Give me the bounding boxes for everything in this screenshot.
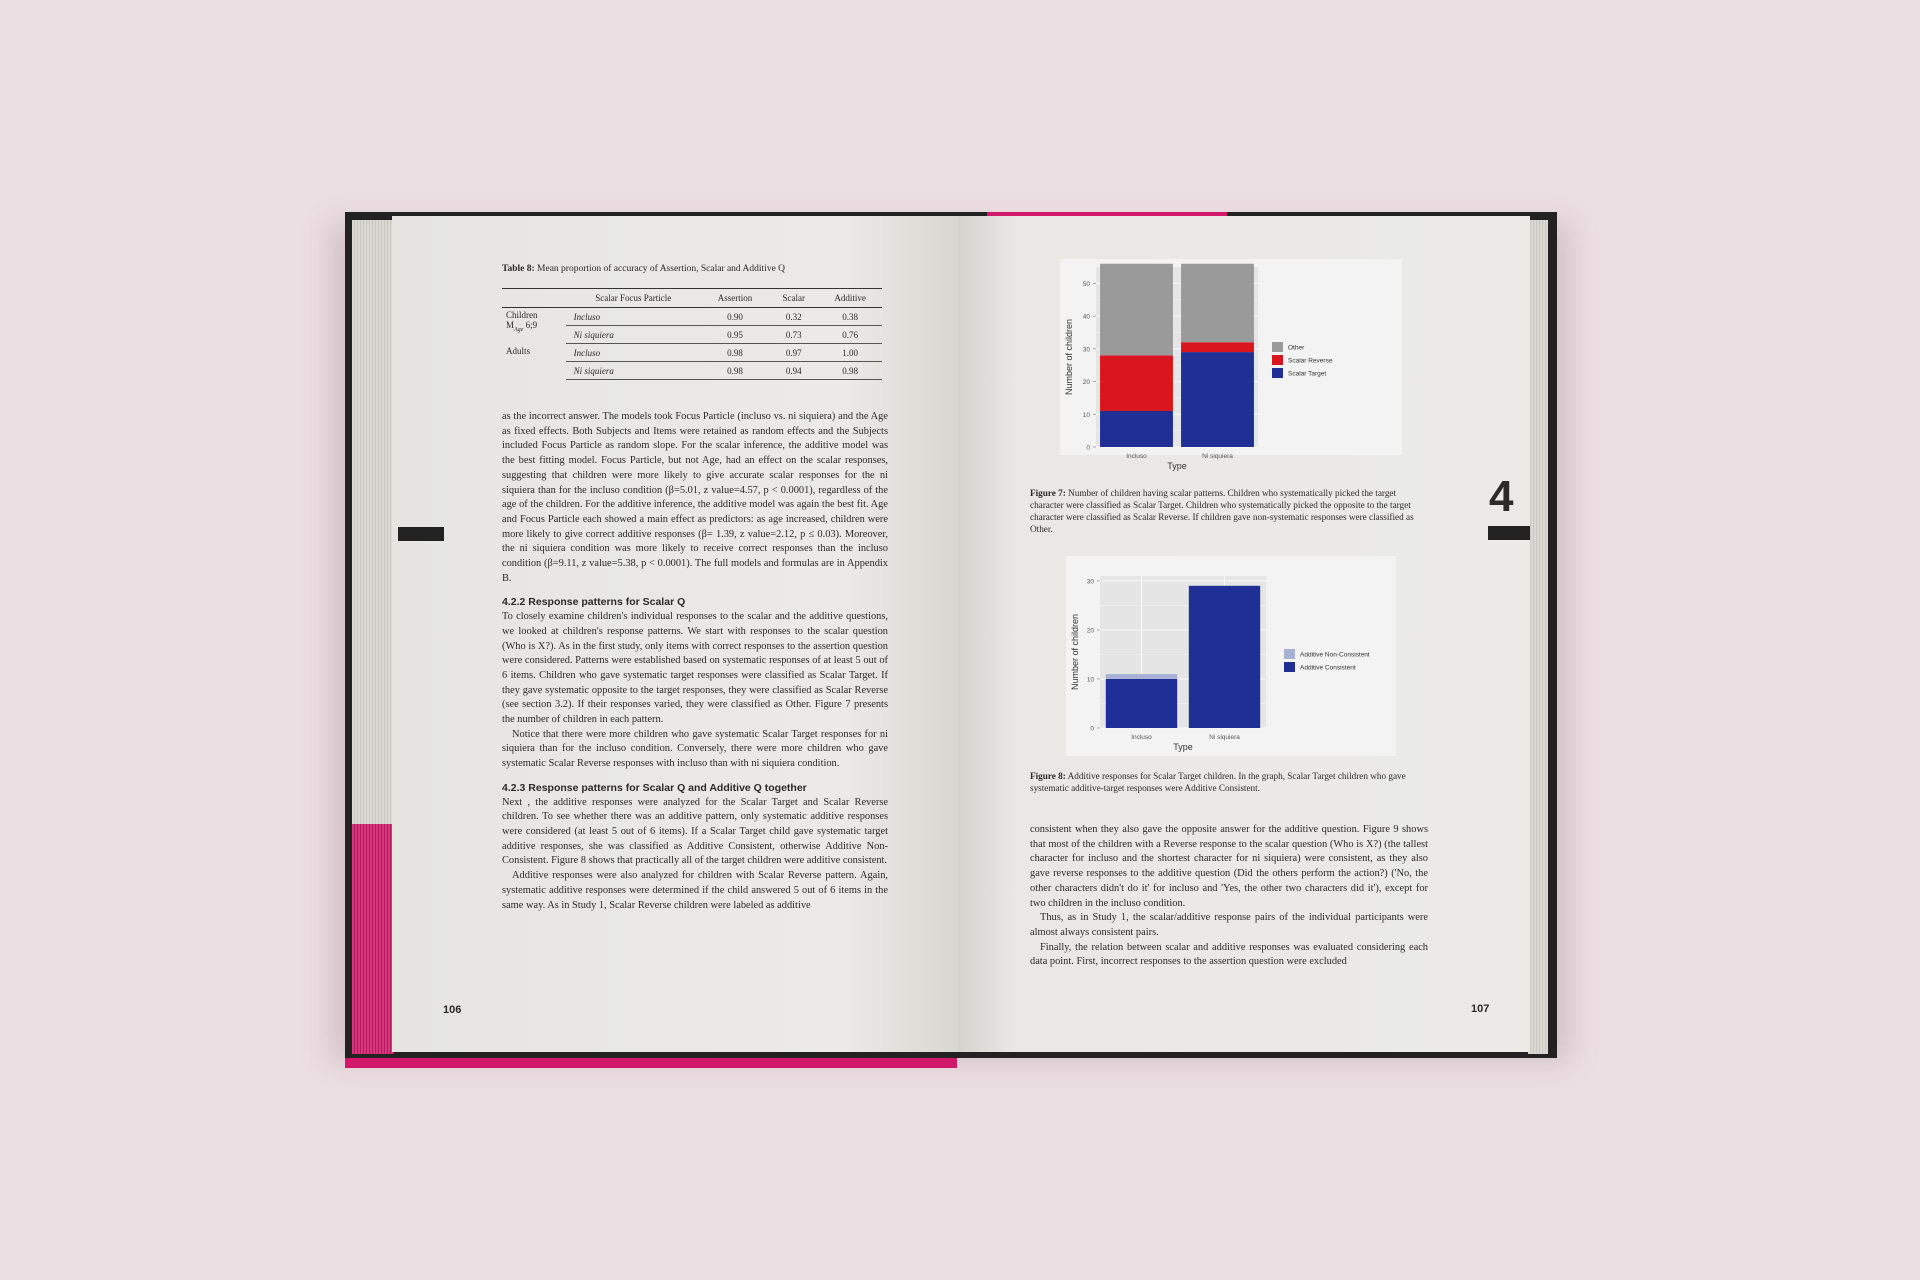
table-cell: Incluso — [566, 308, 701, 326]
bar-segment — [1181, 342, 1254, 352]
group-adults: Adults — [506, 345, 531, 356]
legend-swatch — [1272, 368, 1283, 378]
legend-swatch — [1272, 355, 1283, 365]
bar-segment — [1106, 674, 1177, 679]
chapter-number: 4 — [1489, 472, 1514, 521]
paragraph: Additive responses were also analyzed for children with Scalar Reverse pattern. Again, systematic additive responses were determined if the child answered 5 out of 6 items in the same way. As in Study 1, Scalar Reverse children were labeled as additive — [502, 870, 888, 911]
page-edges-left — [352, 220, 394, 1054]
x-axis-label: Type — [1173, 742, 1193, 752]
table-cell: Ni siquiera — [566, 362, 701, 380]
table-header-row — [502, 289, 882, 308]
x-tick-label: Ni siquiera — [1202, 453, 1233, 460]
table-cell: 0.98 — [701, 362, 769, 380]
y-axis-label: Number of children — [1070, 613, 1080, 691]
y-tick-label: 30 — [1086, 578, 1094, 586]
legend-swatch — [1284, 649, 1295, 659]
figure-8-caption: Figure 8: Additive responses for Scalar Target children. In the graph, Scalar Target children who gave systematic additive-target responses were Additive Consistent. — [1030, 771, 1406, 793]
table-cell: 0.90 — [701, 308, 769, 326]
legend-label: Scalar Reverse — [1288, 357, 1333, 365]
table-cell: Incluso — [566, 344, 701, 362]
paragraph: Notice that there were more children who gave systematic Scalar Target responses for ni siquiera than for the incluso condition. Conversely, there were more children who gave systematic Scalar Reverse responses with incluso than with ni siquiera condition. — [502, 728, 888, 770]
right-body-text — [1030, 823, 1428, 970]
figure-8 — [1066, 556, 1396, 756]
paragraph: Thus, as in Study 1, the scalar/additive response pairs of the individual participants were almost always consistent pairs. — [1030, 912, 1428, 938]
table-cell: 0.95 — [701, 326, 769, 344]
thumb-tab-marker — [1488, 526, 1530, 540]
x-tick-label: Ni siquiera — [1209, 734, 1240, 741]
figure-8-chart — [1066, 556, 1396, 756]
bar-segment — [1189, 586, 1260, 728]
legend-label: Additive Non-Consistent — [1300, 651, 1370, 659]
y-tick-label: 50 — [1082, 280, 1090, 288]
paragraph: To closely examine children's individual responses to the scalar and the additive questions, we looked at children's response patterns. We start with responses to the scalar question (Who is X?). As in the first study, only items with correct responses to the assertion question were considered. Patterns were established based on systematic responses of at least 5 out of 6 items. Children who gave systematic target responses were classified as Scalar Target. If they gave systematic opposite to the target responses, they were classified as Scalar Reverse (see section 3.2). If their responses varied, they were classified as Other. Figure 7 presents the number of children in each pattern. — [502, 611, 888, 726]
legend-label: Additive Consistent — [1300, 664, 1356, 672]
table-row — [502, 308, 882, 326]
bar-segment — [1181, 264, 1254, 343]
table-cell: 0.98 — [818, 362, 882, 380]
page-edges-accent — [352, 824, 394, 1054]
section-heading: 4.2.2 Response patterns for Scalar Q — [502, 596, 686, 609]
bar-segment — [1100, 264, 1173, 356]
page-edges-right — [1528, 220, 1548, 1054]
y-axis-label: Number of children — [1064, 318, 1074, 396]
y-tick-label: 10 — [1082, 411, 1090, 419]
y-tick-label: 0 — [1090, 725, 1094, 733]
table-header: Scalar — [769, 289, 818, 308]
table-header: Scalar Focus Particle — [566, 289, 701, 308]
paragraph: as the incorrect answer. The models took Focus Particle (incluso vs. ni siquiera) and the Age as fixed effects. Both Subjects and Items were retained as random effects and the Subjects included Focus Particle as random slope. For the scalar inference, the additive model was the best fitting model. Focus Particle, but not Age, had an effect on the scalar responses, suggesting that children were more likely to give accurate scalar responses for the ni siquiera than for the incluso condition (β=5.01, z value=4.57, p < 0.0001), regardless of the age of the children. For the additive inference, the additive model was again the best fit. Age and Focus Particle each showed a main effect as predictors: as age increased, children were more likely to give correct additive responses (β= 1.39, z value=2.12, p ≤ 0.03). Moreover, the ni siquiera condition was more likely to receive correct responses than the incluso condition (β=9.11, z value=5.38, p < 0.0001). The full models and formulas are in Appendix B. — [502, 411, 888, 584]
table-cell: 0.76 — [818, 326, 882, 344]
y-tick-label: 40 — [1082, 313, 1090, 321]
paragraph: Next , the additive responses were analyzed for the Scalar Target and Scalar Reverse children. To see whether there was an additive pattern, only systematic additive responses were considered (at least 5 out of 6 items). If a Scalar Target child gave systematic target additive responses, she was classified as Additive Consistent, otherwise Additive Non-Consistent. Figure 8 shows that practically all of the target children were additive consistent. — [502, 796, 888, 867]
y-tick-label: 20 — [1082, 379, 1090, 387]
table-cell: Ni siquiera — [566, 326, 701, 344]
y-tick-label: 30 — [1082, 346, 1090, 354]
accuracy-table — [502, 288, 882, 380]
bar-segment — [1100, 411, 1173, 447]
table-cell: 1.00 — [818, 344, 882, 362]
table-cell: 0.98 — [701, 344, 769, 362]
left-page — [392, 216, 958, 1052]
paragraph: consistent when they also gave the opposite answer for the additive question. Figure 9 shows that most of the children with a Reverse response to the scalar question (Who is X?) (the tallest character for incluso and the shortest character for ni siquiera) were consistent, as they also gave reverse responses to the additive question (Did the others perform the action?) ('No, the other characters didn't do it' for incluso and 'Yes, the other two characters did it'), except for two children in the incluso condition. — [1030, 824, 1428, 909]
x-tick-label: Incluso — [1126, 453, 1147, 460]
legend-label: Other — [1288, 344, 1305, 352]
y-tick-label: 20 — [1086, 627, 1094, 635]
table-cell: 0.97 — [769, 344, 818, 362]
figure-7 — [1060, 259, 1402, 471]
figure-7-chart — [1060, 259, 1402, 471]
y-tick-label: 0 — [1086, 444, 1090, 452]
paragraph: Finally, the relation between scalar and additive responses was evaluated considering each data point. First, incorrect responses to the assertion question were excluded — [1030, 941, 1428, 968]
legend-swatch — [1284, 662, 1295, 672]
left-body-text — [502, 410, 888, 913]
table-cell: 0.38 — [818, 308, 882, 326]
page-number: 106 — [443, 1004, 462, 1016]
right-page — [958, 216, 1530, 1052]
page-number: 107 — [1471, 1003, 1490, 1015]
section-heading: 4.2.3 Response patterns for Scalar Q and Additive Q together — [502, 781, 807, 794]
table-row — [502, 344, 882, 362]
x-axis-label: Type — [1167, 461, 1187, 471]
legend-swatch — [1272, 342, 1283, 352]
y-tick-label: 10 — [1086, 676, 1094, 684]
legend-label: Scalar Target — [1288, 370, 1327, 378]
thumb-tab-marker — [398, 527, 444, 541]
table-cell: 0.73 — [769, 326, 818, 344]
table-header — [502, 289, 566, 308]
table-header: Assertion — [701, 289, 769, 308]
table-caption: Table 8: Mean proportion of accuracy of Assertion, Scalar and Additive Q — [502, 264, 786, 274]
figure-7-caption: Figure 7: Number of children having scalar patterns. Children who systematically picked the target character were classified as Scalar Target. Children who systematically picked the opposite to the target character were classified as Scalar Reverse. If children gave non-systematic responses were classified as Other. — [1030, 488, 1414, 534]
bar-segment — [1181, 352, 1254, 447]
bar-segment — [1100, 355, 1173, 411]
bar-segment — [1106, 679, 1177, 728]
x-tick-label: Incluso — [1131, 734, 1152, 741]
group-children: Children $M_{Age}$ 6;9 — [506, 310, 538, 333]
table-cell: 0.94 — [769, 362, 818, 380]
table-cell: 0.32 — [769, 308, 818, 326]
table-header: Additive — [818, 289, 882, 308]
